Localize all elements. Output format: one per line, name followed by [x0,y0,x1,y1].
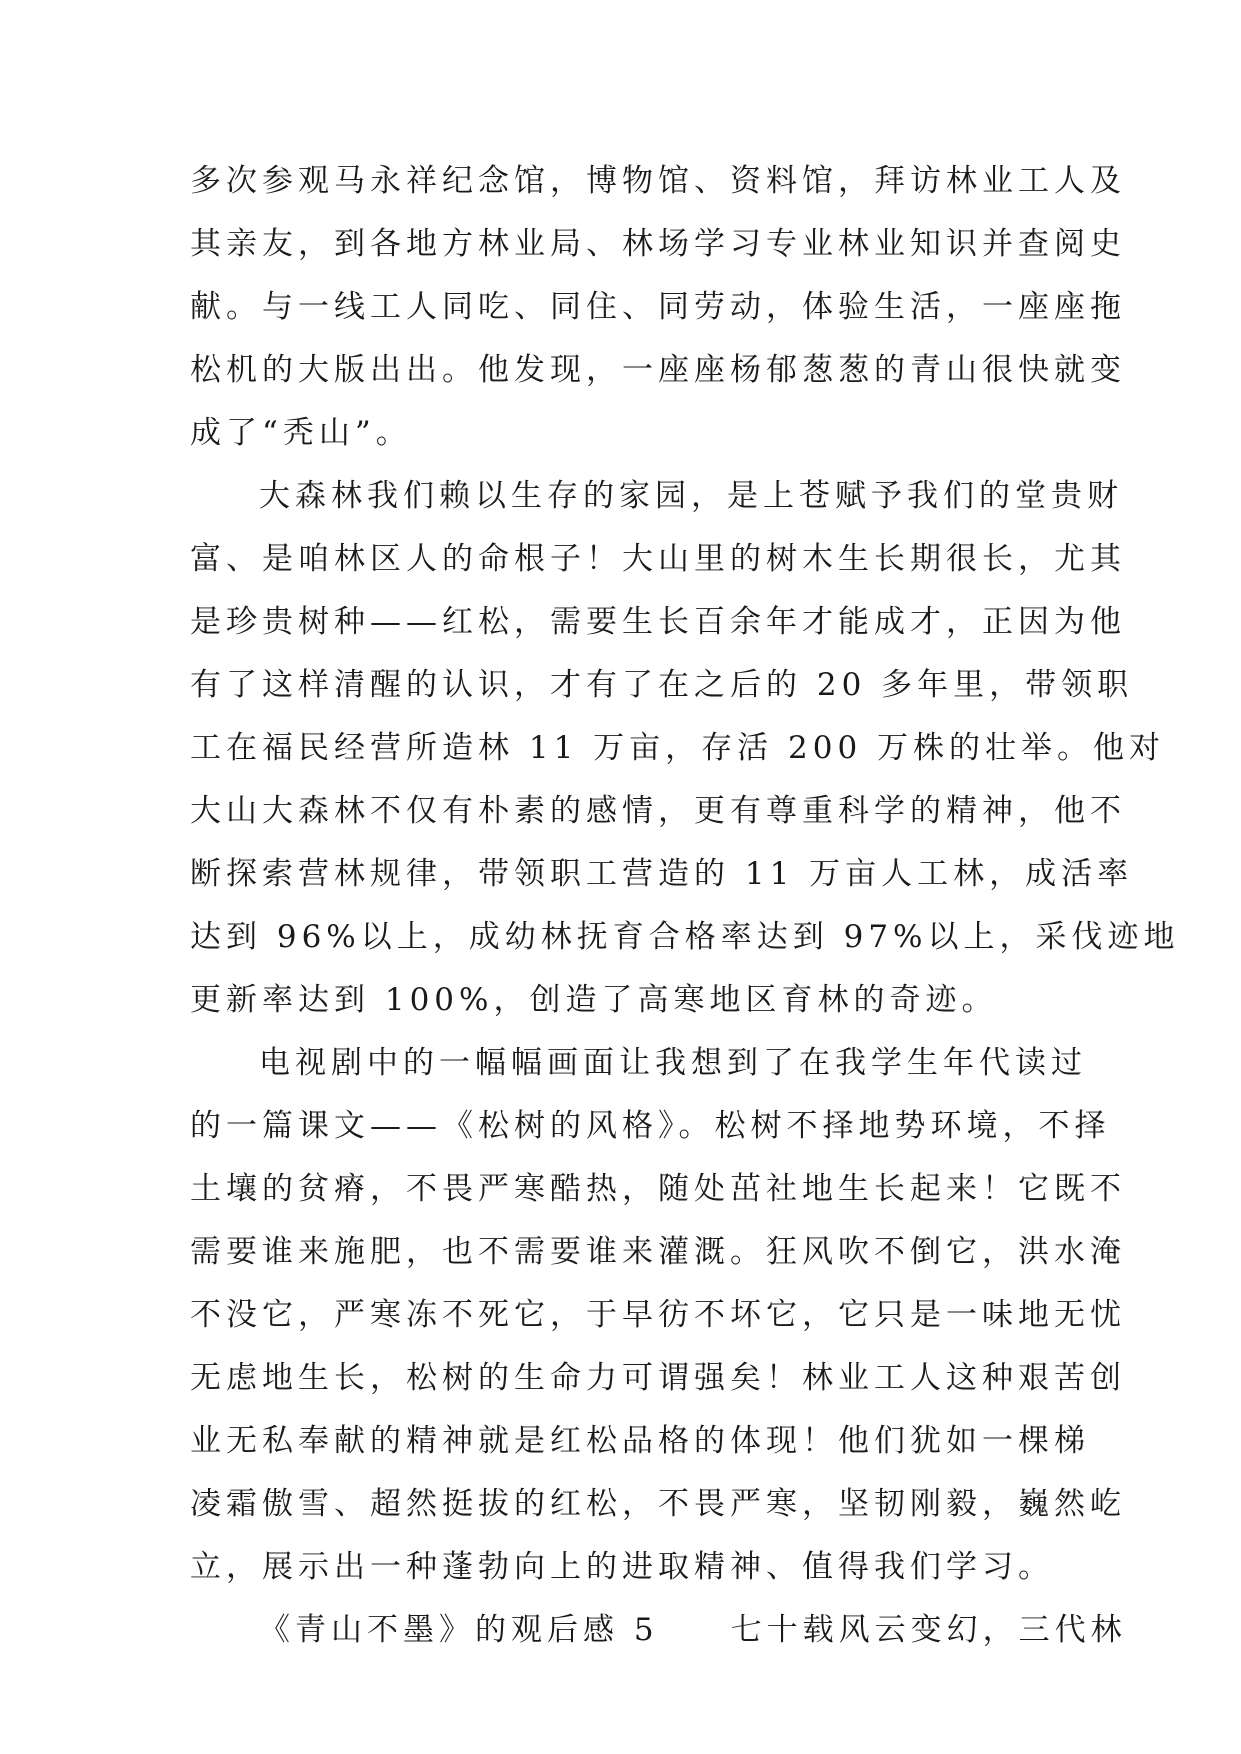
text-line: 不没它，严寒冻不死它，于早彷不坏它，它只是一味地无忧 [190,1297,1126,1333]
text-line: 是珍贵树种——红松，需要生长百余年才能成才，正因为他 [190,604,1126,640]
text-line: 需要谁来施肥，也不需要谁来灌溉。狂风吹不倒它，洪水淹 [190,1234,1126,1270]
text-line: 立，展示出一种蓬勃向上的进取精神、值得我们学习。 [190,1549,1054,1585]
paragraph-first-line: 电视剧中的一幅幅画面让我想到了在我学生年代读过 [259,1045,1087,1081]
text-line: 松机的大版出出。他发现，一座座杨郁葱葱的青山很快就变 [190,352,1126,388]
text-line: 业无私奉献的精神就是红松品格的体现！他们犹如一棵梯 [190,1423,1090,1459]
text-line: 的一篇课文——《松树的风格》。松树不择地势环境，不择 [190,1108,1111,1144]
text-line: 献。与一线工人同吃、同住、同劳动，体验生活，一座座拖 [190,289,1126,325]
text-line: 多次参观马永祥纪念馆，博物馆、资料馆，拜访林业工人及 [190,163,1126,199]
text-line: 无虑地生长，松树的生命力可谓强矣！林业工人这种艰苦创 [190,1360,1126,1396]
text-line: 土壤的贫瘠，不畏严寒酷热，随处茁社地生长起来！它既不 [190,1171,1126,1207]
text-line: 其亲友，到各地方林业局、林场学习专业林业知识并查阅史 [190,226,1126,262]
text-line: 大山大森林不仅有朴素的感情，更有尊重科学的精神，他不 [190,793,1126,829]
text-line: 更新率达到 100%，创造了高寒地区育林的奇迹。 [190,982,998,1018]
paragraph-first-line: 大森林我们赖以生存的家园，是上苍赋予我们的堂贵财 [259,478,1123,514]
text-line: 有了这样清醒的认识，才有了在之后的 20 多年里，带领职 [190,667,1134,703]
text-line: 达到 96%以上，成幼林抚育合格率达到 97%以上，采伐迹地 [190,919,1180,955]
paragraph-first-line: 《青山不墨》的观后感 5 七十载风云变幻，三代林 [259,1612,1127,1648]
text-line: 凌霜傲雪、超然挺拔的红松，不畏严寒，坚韧刚毅，巍然屹 [190,1486,1126,1522]
document-body [190,150,1180,1662]
text-line: 富、是咱林区人的命根子！大山里的树木生长期很长，尤其 [190,541,1126,577]
text-line: 成了“秃山”。 [190,415,412,451]
text-line: 工在福民经营所造林 11 万亩，存活 200 万株的壮举。他对 [190,730,1166,766]
text-line: 断探索营林规律，带领职工营造的 11 万亩人工林，成活率 [190,856,1134,892]
